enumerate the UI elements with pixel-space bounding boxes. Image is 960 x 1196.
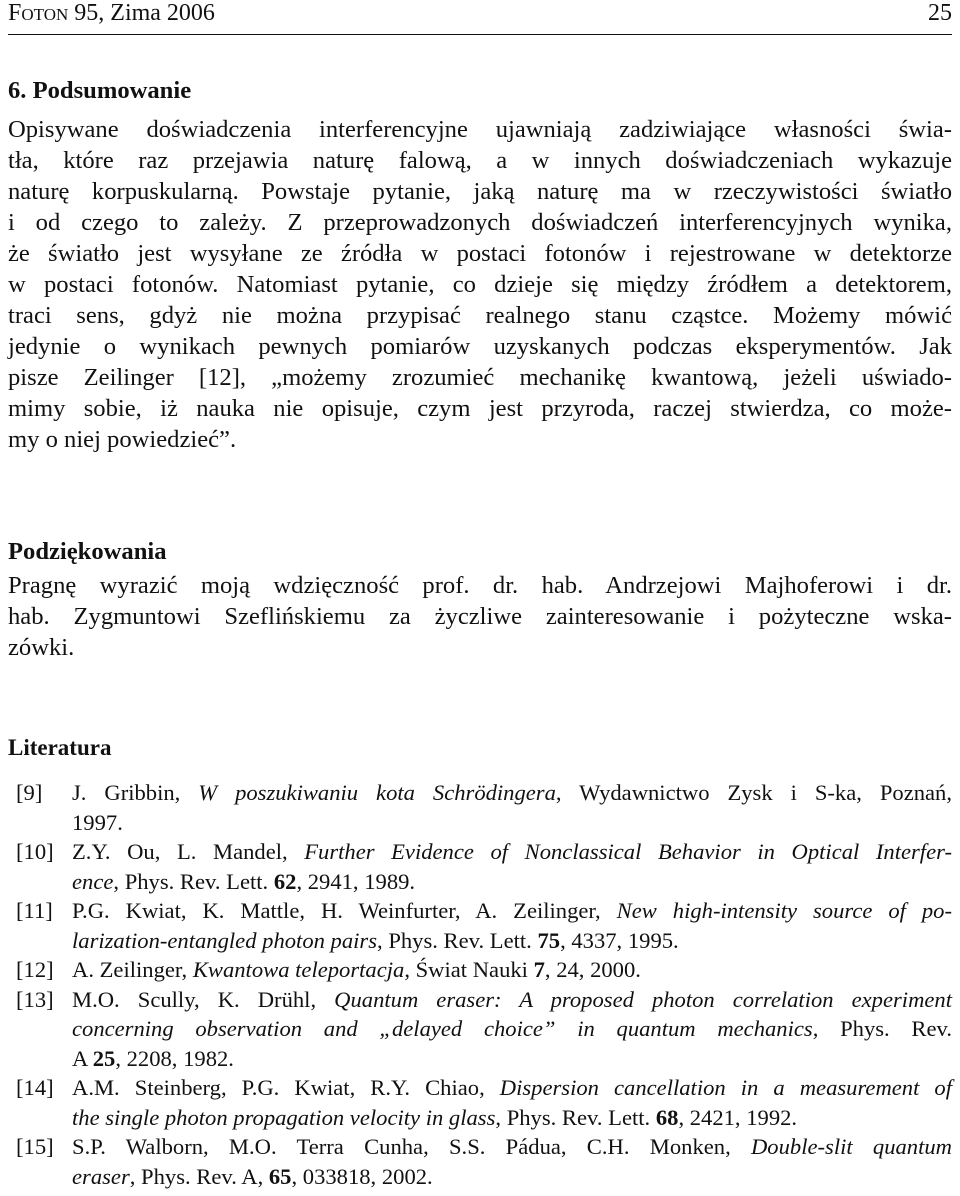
text-line: zówki. — [8, 634, 75, 661]
reference-volume: 75 — [537, 927, 561, 953]
reference-title: New high-intensity source of po- — [616, 898, 952, 923]
text-line: tła, które raz przejawia naturę falową, a w innych doświadczeniach wykazuje — [8, 147, 952, 174]
reference-volume: 7 — [533, 957, 545, 982]
reference-item — [8, 985, 952, 1074]
reference-journal: , Phys. Rev. Lett. — [113, 868, 274, 894]
reference-title-cont: the single photon propagation velocity in glass — [72, 1104, 496, 1130]
journal-issue — [8, 0, 215, 26]
reference-title-cont: ence — [72, 868, 114, 894]
reference-title: Kwantowa teleportacja — [192, 957, 405, 982]
reference-authors: P.G. Kwiat, K. Mattle, H. Weinfurter, A. Zeilinger, — [72, 898, 617, 923]
reference-journal-section: A — [72, 1045, 93, 1071]
reference-item — [8, 1132, 952, 1191]
reference-item — [8, 896, 952, 955]
journal-name: oton — [21, 0, 69, 26]
reference-authors: Z.Y. Ou, L. Mandel, — [72, 839, 305, 864]
reference-list — [8, 778, 952, 1191]
reference-volume: 25 — [92, 1045, 116, 1071]
reference-pages-year: , 24, 2000. — [544, 957, 641, 982]
reference-title: Dispersion cancellation in a measurement of — [499, 1075, 952, 1100]
text-line: mimy sobie, iż nauka nie opisuje, czym jest przyroda, raczej stwierdza, co może- — [8, 395, 952, 422]
text-line: naturę korpuskularną. Powstaje pytanie, jaką naturę ma w rzeczywistości światło — [8, 178, 952, 205]
reference-journal: , Świat Nauki — [404, 957, 534, 982]
acknowledgements-paragraph — [8, 570, 952, 663]
journal-initial: F — [8, 0, 22, 26]
reference-title: Double-slit quantum — [750, 1134, 952, 1159]
reference-item — [8, 778, 952, 837]
page-number: 25 — [928, 0, 952, 26]
reference-title-cont: concerning observation and „delayed choice” in quantum mechanics — [72, 1016, 813, 1041]
summary-heading: 6. Podsumowanie — [8, 77, 192, 104]
reference-year: 1997. — [72, 809, 123, 835]
reference-number: [14] — [16, 1075, 54, 1100]
reference-journal: , Phys. Rev. Lett. — [495, 1104, 656, 1130]
text-line: Opisywane doświadczenia interferencyjne ujawniają zadziwiające własności świa- — [8, 116, 952, 143]
reference-pages-year: , 2208, 1982. — [115, 1045, 234, 1071]
text-line: my o niej powiedzieć”. — [8, 426, 237, 453]
reference-pages-year: , 2421, 1992. — [678, 1104, 798, 1130]
reference-title: W poszukiwaniu kota Schrödingera — [198, 780, 556, 805]
reference-authors: A.M. Steinberg, P.G. Kwiat, R.Y. Chiao, — [72, 1075, 500, 1100]
reference-number: [13] — [16, 986, 54, 1012]
reference-authors: J. Gribbin, — [72, 780, 199, 805]
reference-title: Quantum eraser: A proposed photon correlation experiment — [334, 986, 952, 1012]
reference-item — [8, 837, 952, 896]
text-line: Pragnę wyrazić moją wdzięczność prof. dr. hab. Andrzejowi Majhoferowi i dr. — [8, 572, 952, 599]
reference-journal: , Phys. Rev. A, — [129, 1163, 269, 1189]
summary-paragraph — [8, 114, 952, 455]
reference-number: [10] — [16, 839, 54, 864]
reference-pages-year: , 033818, 2002. — [291, 1163, 433, 1189]
acknowledgements-heading: Podziękowania — [8, 538, 167, 565]
issue-label: 95, Zima 2006 — [68, 0, 215, 26]
reference-item — [8, 955, 952, 985]
references-heading: Literatura — [8, 735, 112, 760]
reference-number: [9] — [16, 780, 43, 805]
reference-volume: 62 — [273, 868, 297, 894]
reference-source: , Wydawnictwo Zysk i S-ka, Poznań, — [555, 780, 953, 805]
reference-volume: 68 — [655, 1104, 679, 1130]
reference-number: [12] — [16, 957, 54, 982]
reference-title-cont: larization-entangled photon pairs — [72, 927, 378, 953]
text-line: i od czego to zależy. Z przeprowadzonych doświadczeń interferencyjnych wynika, — [8, 209, 952, 236]
reference-authors: S.P. Walborn, M.O. Terra Cunha, S.S. Pádua, C.H. Monken, — [72, 1134, 751, 1159]
text-line: w postaci fotonów. Natomiast pytanie, co dzieje się między źródłem a detektorem, — [8, 271, 952, 298]
text-line: hab. Zygmuntowi Szeflińskiemu za życzliwe zainteresowanie i pożyteczne wska- — [8, 603, 952, 630]
reference-title-cont: eraser — [72, 1163, 130, 1189]
reference-journal: , Phys. Rev. — [812, 1016, 952, 1041]
reference-authors: M.O. Scully, K. Drühl, — [72, 986, 335, 1012]
reference-title: Further Evidence of Nonclassical Behavior in Optical Interfer- — [304, 839, 952, 864]
text-line: jedynie o wynikach pewnych pomiarów uzyskanych podczas eksperymentów. Jak — [8, 333, 952, 360]
reference-pages-year: , 4337, 1995. — [560, 927, 679, 953]
running-header — [8, 0, 952, 35]
reference-volume: 65 — [268, 1163, 292, 1189]
text-line: traci sens, gdyż nie można przypisać realnego stanu cząstce. Możemy mówić — [8, 302, 952, 329]
reference-pages-year: , 2941, 1989. — [296, 868, 416, 894]
reference-journal: , Phys. Rev. Lett. — [377, 927, 538, 953]
text-line: że światło jest wysyłane ze źródła w postaci fotonów i rejestrowane w detektorze — [8, 240, 952, 267]
reference-number: [15] — [16, 1134, 54, 1159]
reference-number: [11] — [16, 898, 53, 923]
text-line: pisze Zeilinger [12], „możemy zrozumieć mechanikę kwantową, jeżeli uświado- — [8, 364, 952, 391]
reference-authors: A. Zeilinger, — [72, 957, 193, 982]
reference-item — [8, 1073, 952, 1132]
